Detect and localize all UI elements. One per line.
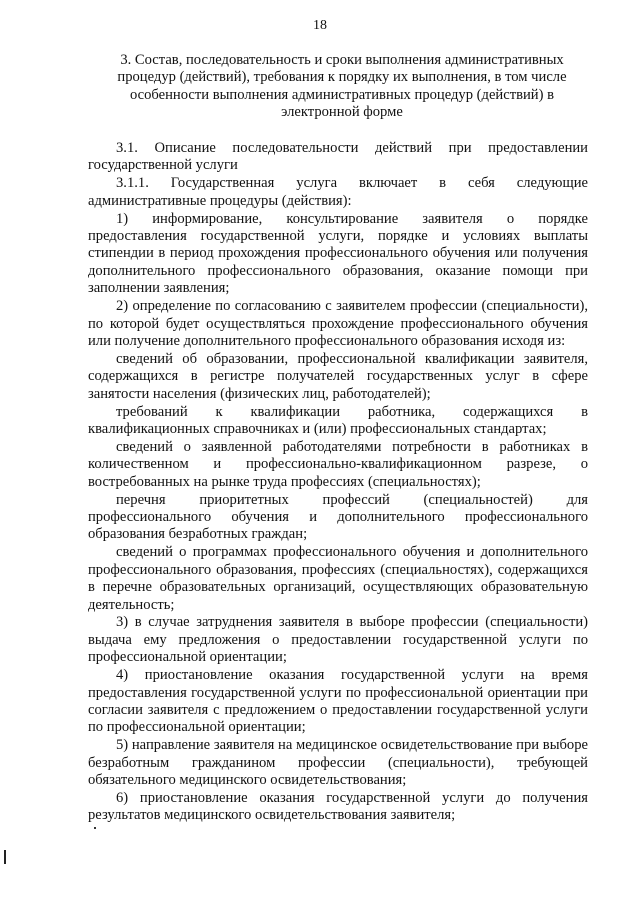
scan-margin-mark [4,850,6,864]
page-number: 18 [313,18,327,33]
sub-item-priority-list: перечня приоритетных профессий (специальностей) для профессионального обучения и дополнительного профессионального образования безработных граждан; [88,491,588,543]
sub-item-education: сведений об образовании, профессиональной квалификации заявителя, содержащихся в регистре получателей государственных услуг в сфере занятости населения (физических лиц, работодателей); [88,350,588,402]
paragraph-3-1-1: 3.1.1. Государственная услуга включает в себя следующие административные процедуры (действия): [88,175,588,209]
heading-line: электронной форме [281,104,403,121]
list-item-6: 6) приостановление оказания государственной услуги до получения результатов медицинского освидетельствования заявителя; [88,790,588,824]
list-item-2: 2) определение по согласованию с заявителем профессии (специальности), по которой будет осуществляться прохождение профессионального обучения или получение дополнительного профессионального образования исходя из: [88,298,588,349]
paragraph-3-1: 3.1. Описание последовательности действий при предоставлении государственной услуги [88,140,588,174]
sub-item-programs: сведений о программах профессионального обучения и дополнительного профессионального образования, профессиях (специальностях), содержащихся в перечне образовательных организаций, осуществляющих образовательную деятельность; [88,544,588,613]
section-heading [92,52,592,122]
list-item-5: 5) направление заявителя на медицинское освидетельствование при выборе безработным гражданином профессии (специальности), требующей обязательного медицинского освидетельствования; [88,737,588,789]
heading-line: 3. Состав, последовательность и сроки выполнения административных [120,52,564,68]
sub-item-employer-demand: сведений о заявленной работодателями потребности в работниках в количественном и профессионально-квалификационном разрезе, о востребованных на рынке труда профессиях (специальностях); [88,438,588,490]
sub-item-requirements: требований к квалификации работника, содержащихся в квалификационных справочниках и (или) профессиональных стандартах; [88,403,588,437]
scan-speck [94,827,96,829]
list-item-4: 4) приостановление оказания государственной услуги на время предоставления государственной услуги по профессиональной ориентации при согласии заявителя с предложением о предоставлении государственной услуги по профессиональной ориентации; [88,667,588,736]
list-item-1: 1) информирование, консультирование заявителя о порядке предоставления государственной услуги, порядке и условиях выплаты стипендии в период прохождения профессионального обучения или получения дополнительного профессионального образования, оказание помощи при заполнении заявления; [88,210,588,297]
heading-line: процедур (действий), требования к порядку их выполнения, в том числе [117,69,567,86]
heading-line: особенности выполнения административных процедур (действий) в [129,86,555,103]
list-item-3: 3) в случае затруднения заявителя в выборе профессии (специальности) выдача ему предложения о предоставлении государственной услуги по профессиональной ориентации; [88,614,588,666]
document-body [88,140,588,825]
